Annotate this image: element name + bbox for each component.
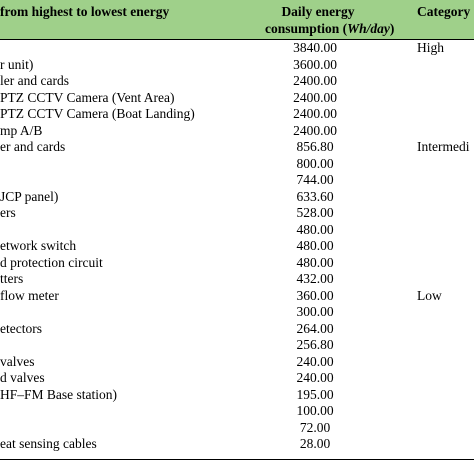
energy-value: 264.00	[296, 320, 334, 336]
table-row	[0, 172, 474, 189]
item-name: mp A/B	[0, 122, 43, 138]
table-row	[0, 420, 474, 437]
table-row	[0, 40, 474, 57]
table-row	[0, 370, 474, 387]
table-row	[0, 337, 474, 354]
table-row	[0, 106, 474, 123]
energy-value: 744.00	[296, 172, 334, 187]
header-daily-energy	[265, 3, 395, 37]
energy-value: 800.00	[296, 155, 334, 171]
table-row	[0, 255, 474, 272]
energy-value: 72.00	[299, 419, 331, 435]
energy-value: 360.00	[296, 287, 334, 303]
item-name: JCP panel)	[0, 188, 59, 204]
energy-value: 100.00	[296, 403, 334, 418]
table-row	[0, 403, 474, 420]
table-row	[0, 354, 474, 371]
item-name: flow meter	[0, 287, 59, 303]
item-name: ers	[0, 205, 16, 220]
energy-value: 3600.00	[293, 56, 337, 72]
table-row	[0, 304, 474, 321]
header-daily-energy-prefix: consumption (	[265, 21, 348, 36]
item-name: d protection circuit	[0, 254, 103, 270]
item-name: er and cards	[0, 139, 66, 154]
item-name: eat sensing cables	[0, 436, 97, 451]
energy-value: 528.00	[296, 205, 334, 220]
table-row	[0, 387, 474, 404]
item-name: valves	[0, 353, 35, 369]
energy-value: 240.00	[296, 370, 334, 385]
energy-value: 480.00	[296, 254, 334, 270]
table-row	[0, 222, 474, 239]
energy-value: 480.00	[296, 238, 334, 253]
item-name: ler and cards	[0, 73, 69, 88]
table-row	[0, 123, 474, 140]
category-label: High	[417, 40, 444, 55]
item-name: HF–FM Base station)	[0, 386, 118, 402]
table-row	[0, 205, 474, 222]
item-name: d valves	[0, 370, 45, 385]
bottom-rule	[0, 459, 474, 460]
header-item-ranking: from highest to lowest energy	[0, 4, 170, 19]
energy-value: 3840.00	[293, 40, 337, 55]
table-row	[0, 57, 474, 74]
energy-value: 2400.00	[293, 106, 337, 121]
table-row	[0, 288, 474, 305]
table-header	[0, 0, 474, 39]
category-label: Low	[417, 287, 442, 303]
table-row	[0, 189, 474, 206]
table-row	[0, 73, 474, 90]
energy-value: 2400.00	[293, 73, 337, 88]
table-row	[0, 271, 474, 288]
table-row	[0, 139, 474, 156]
energy-value: 28.00	[299, 436, 331, 451]
category-label: Intermedi	[417, 139, 470, 154]
energy-value: 633.60	[296, 188, 334, 204]
item-name: etwork switch	[0, 238, 77, 253]
energy-value: 2400.00	[293, 122, 337, 138]
table-row	[0, 90, 474, 107]
table-row	[0, 321, 474, 338]
energy-value: 480.00	[296, 221, 334, 237]
item-name: PTZ CCTV Camera (Boat Landing)	[0, 106, 195, 121]
energy-value: 195.00	[296, 386, 334, 402]
energy-value: 240.00	[296, 353, 334, 369]
table-row	[0, 436, 474, 453]
table-row	[0, 156, 474, 173]
header-category: Category	[417, 4, 471, 19]
item-name: r unit)	[0, 56, 34, 72]
energy-value: 432.00	[296, 271, 334, 286]
item-name: tters	[0, 271, 24, 286]
table-row	[0, 238, 474, 255]
item-name: PTZ CCTV Camera (Vent Area)	[0, 89, 175, 105]
header-daily-energy-unit: Wh/day	[347, 21, 390, 36]
header-daily-energy-suffix: )	[389, 21, 395, 36]
header-daily-energy-line1: Daily energy	[281, 4, 355, 19]
energy-value: 2400.00	[293, 89, 337, 105]
energy-value: 856.80	[296, 139, 334, 154]
item-name: etectors	[0, 320, 42, 336]
energy-value: 300.00	[296, 304, 334, 319]
energy-value: 256.80	[296, 337, 334, 352]
